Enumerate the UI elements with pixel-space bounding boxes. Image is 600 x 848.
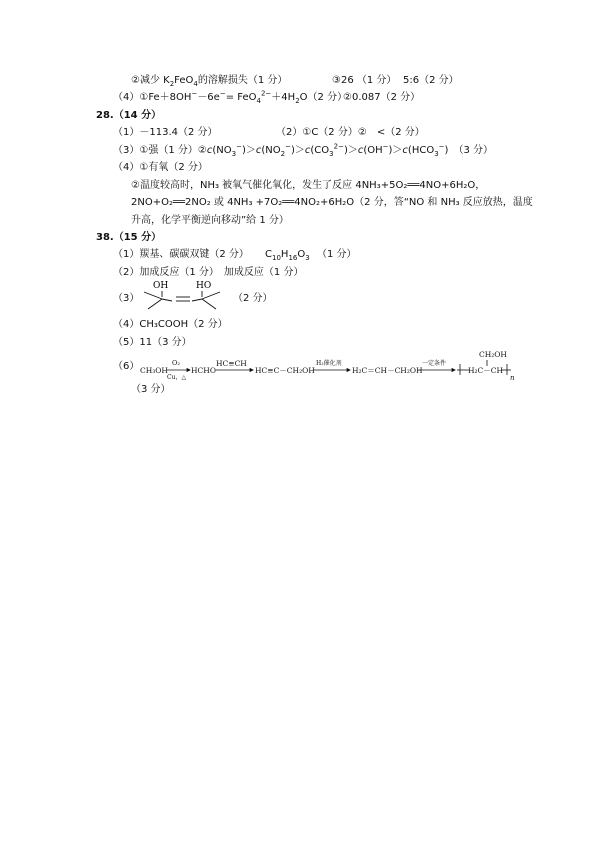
text: ) （3 分） <box>444 145 493 156</box>
superscript: − <box>382 142 389 151</box>
q38-part-1: （1）羰基、碳碳双键（2 分） <box>113 249 249 260</box>
superscript: − <box>191 89 198 98</box>
text: (NO <box>212 145 232 156</box>
text: (HCO <box>407 145 435 156</box>
q28-part-4-line-4: 升高，化学平衡逆向移动”给 1 分） <box>131 215 289 226</box>
q28-part-1: （1）－113.4（2 分） <box>113 127 218 138</box>
subscript: 3 <box>329 150 334 158</box>
superscript: 2− <box>333 142 344 151</box>
text: （3）①强（1 分）② <box>113 145 207 156</box>
text: )＞ <box>241 145 256 156</box>
route-side-group: CH₂OH <box>479 350 507 359</box>
route-polymer: H₂C－CH <box>468 366 504 375</box>
q28-part-4-line-1: （4）①有氧（2 分） <box>113 162 208 173</box>
subscript: 2 <box>295 97 300 105</box>
conc-symbol: c <box>402 145 408 156</box>
q28-part-4-line-2: ②温度较高时，NH₃ 被氧气催化氧化，发生了反应 4NH₃+5O₂══4NO+6H₂O， <box>131 180 486 191</box>
q27-3-answer: ③26 （1 分） <box>332 75 397 86</box>
conc-symbol: c <box>357 145 364 156</box>
q38-part-6-label: （6） <box>113 361 140 372</box>
route-allyl-alcohol: H₂C＝CH－CH₂OH <box>352 366 423 375</box>
route-propargyl-alcohol: HC≡C－CH₂OH <box>255 366 315 375</box>
subscript: 4 <box>256 97 261 105</box>
q38-part-1-formula <box>265 248 310 261</box>
conc-symbol: c <box>304 145 311 156</box>
subscript: 10 <box>271 254 281 262</box>
equation-part: （4）①Fe＋8OH <box>113 92 192 103</box>
superscript: 2− <box>260 89 272 98</box>
text: (OH <box>363 145 383 156</box>
subscript: 2 <box>280 150 286 158</box>
text: )＞ <box>343 145 358 156</box>
q38-part-1-score: （1 分） <box>317 249 357 260</box>
q27-line-1 <box>131 74 287 87</box>
formula-part: H <box>280 249 289 260</box>
q38-part-4: （4）CH₃COOH（2 分） <box>113 319 228 330</box>
q27-ratio-answer: 5:6（2 分） <box>403 75 459 86</box>
q28-part-3 <box>113 144 493 157</box>
route-methanol: CH₃OH <box>140 366 168 375</box>
equation-part: O（2 分） <box>299 92 348 103</box>
superscript: − <box>236 142 242 151</box>
structure-oh-label: OH <box>153 281 169 291</box>
route-arrow1-bottom: Cu，△ <box>167 374 187 381</box>
subscript: 2 <box>169 80 175 88</box>
text: )＞ <box>290 145 305 156</box>
formula-part: FeO <box>174 75 194 86</box>
q38-part-2: （2）加成反应（1 分） 加成反应（1 分） <box>113 267 304 278</box>
q28-part-4-line-3: 2NO+O₂══2NO₂ 或 4NH₃ +7O₂══4NO₂+6H₂O（2 分，答“NO 和 NH₃ 反应放热，温度 <box>131 197 533 208</box>
subscript: 3 <box>231 150 237 158</box>
q38-part-6-score: （3 分） <box>131 384 171 395</box>
conc-symbol: c <box>255 145 262 156</box>
subscript: 4 <box>193 80 198 88</box>
route-formaldehyde: HCHO <box>191 366 216 375</box>
route-arrow3-top: H₂催化剂 <box>316 360 342 367</box>
text: (CO <box>310 145 330 156</box>
equation-part: －6e <box>197 92 220 103</box>
text: (NO <box>261 145 281 156</box>
equation-part: = FeO <box>225 92 257 103</box>
q28-part-2: （2）①C（2 分）② <（2 分） <box>276 127 425 138</box>
superscript: − <box>285 142 291 151</box>
synthesis-route <box>138 346 518 386</box>
subscript: 3 <box>434 150 439 158</box>
structure-ho-label: HO <box>196 281 212 291</box>
q27-2-tail: 的溶解损失（1 分） <box>197 75 288 86</box>
conc-symbol: c <box>206 145 213 156</box>
subscript: 3 <box>305 254 310 262</box>
q27-2-text: ②减少 K <box>131 75 170 86</box>
equation-part: ＋4H <box>271 92 296 103</box>
subscript: 16 <box>288 254 298 262</box>
q27-4-2-answer: ②0.087（2 分） <box>343 92 421 103</box>
formula-part: O <box>297 249 306 260</box>
text: )＞ <box>388 145 403 156</box>
q27-line-2 <box>113 91 347 104</box>
q38-part-3-label: （3） <box>113 293 140 304</box>
superscript: − <box>438 142 445 151</box>
q38-header: 38.（15 分） <box>96 232 162 243</box>
route-acetylene: HC≡CH <box>216 359 247 368</box>
structure-bonds <box>144 291 220 309</box>
q28-header: 28.（14 分） <box>96 110 162 121</box>
formula-part: C <box>265 249 272 260</box>
route-arrow1-top: O₂ <box>172 359 180 367</box>
route-text <box>140 350 515 382</box>
q38-part-5: （5）11（3 分） <box>113 337 192 348</box>
q38-part-3-score: （2 分） <box>233 293 273 304</box>
route-arrow4-top: 一定条件 <box>422 360 447 367</box>
route-n: n <box>510 374 515 382</box>
superscript: − <box>219 89 226 98</box>
q38-structure-diagram <box>140 279 225 319</box>
